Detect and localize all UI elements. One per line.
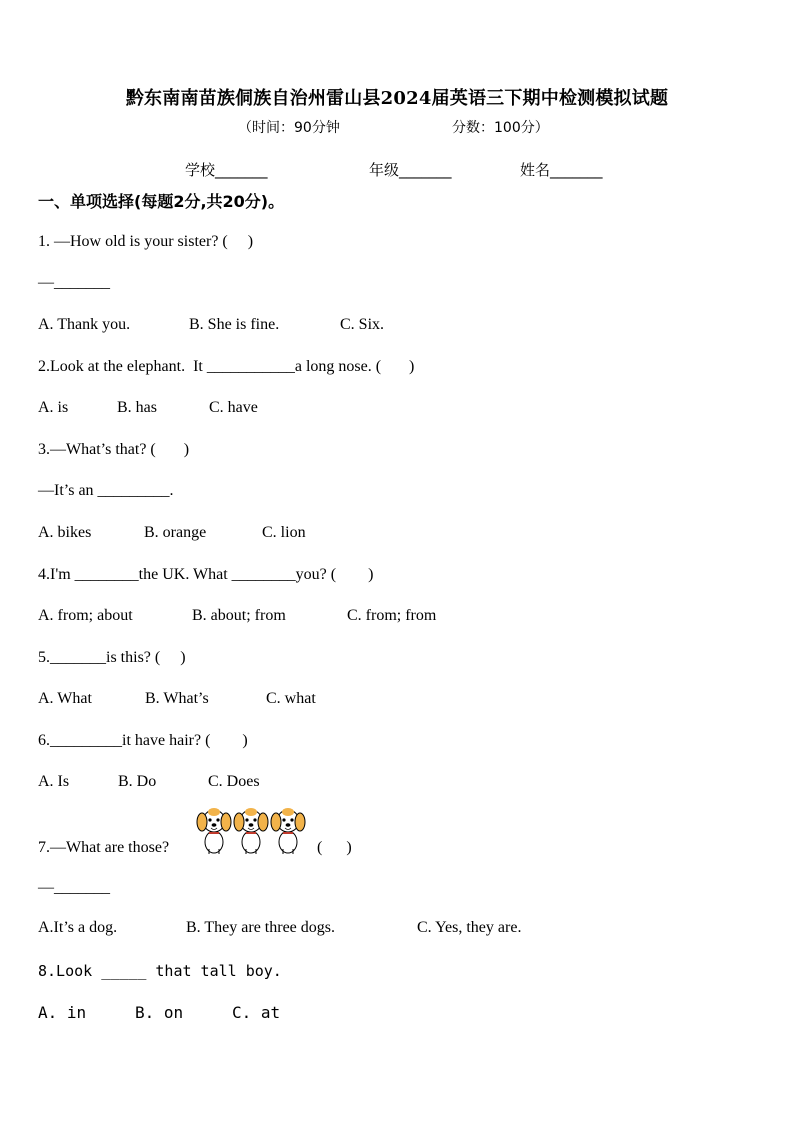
option-b: B. orange — [144, 524, 207, 541]
grade-field: 年级_______ — [369, 161, 452, 179]
option-a: A. from; about — [38, 607, 133, 624]
option-a: A. Thank you. — [38, 316, 131, 333]
three-puppies-icon — [196, 805, 308, 855]
option-a: A. in — [38, 1003, 87, 1022]
option-b: B. What’s — [145, 690, 209, 707]
option-c: C. Does — [208, 773, 260, 790]
option-b: B. Do — [118, 773, 157, 790]
option-a: A. bikes — [38, 524, 92, 541]
option-b: B. about; from — [192, 607, 286, 624]
option-c: C. Yes, they are. — [417, 919, 522, 936]
question-3: 3.—What’s that? ( ) — [38, 441, 190, 458]
option-a: A. is — [38, 399, 69, 416]
option-b: B. She is fine. — [189, 316, 280, 333]
option-c: C. what — [266, 690, 316, 707]
option-c: C. at — [232, 1003, 281, 1022]
school-field: 学校_______ — [185, 161, 268, 179]
question-1-answer-line: —_______ — [38, 274, 110, 291]
option-c: C. have — [209, 399, 258, 416]
question-7: 7.—What are those? — [38, 839, 170, 856]
exam-score: 分数：100分） — [452, 120, 549, 136]
question-1: 1. —How old is your sister? ( ) — [38, 233, 254, 250]
option-b: B. They are three dogs. — [186, 919, 335, 936]
exam-time: （时间：90分钟 — [238, 120, 340, 136]
page-title: 黔东南南苗族侗族自治州雷山县2024届英语三下期中检测模拟试题 — [125, 88, 669, 109]
question-4: 4.I'm ________the UK. What ________you? ( ) — [38, 566, 374, 583]
option-a: A. Is — [38, 773, 70, 790]
name-field: 姓名_______ — [520, 161, 603, 179]
option-c: C. from; from — [347, 607, 437, 624]
question-5: 5._______is this? ( ) — [38, 649, 186, 666]
option-c: C. lion — [262, 524, 306, 541]
question-7-bracket: ( ) — [317, 839, 352, 856]
option-a: A. What — [38, 690, 92, 707]
option-b: B. has — [117, 399, 157, 416]
question-2: 2.Look at the elephant. It ___________a long nose. ( ) — [38, 358, 415, 375]
section-title: 一、单项选择(每题2分,共20分)。 — [38, 192, 285, 211]
question-6: 6._________it have hair? ( ) — [38, 732, 248, 749]
option-b: B. on — [135, 1003, 184, 1022]
option-a: A.It’s a dog. — [38, 919, 118, 936]
question-3-answer-line: —It’s an _________. — [38, 482, 174, 499]
question-7-answer-line: —_______ — [38, 879, 110, 896]
option-c: C. Six. — [340, 316, 385, 333]
question-8: 8.Look _____ that tall boy. — [38, 962, 282, 980]
